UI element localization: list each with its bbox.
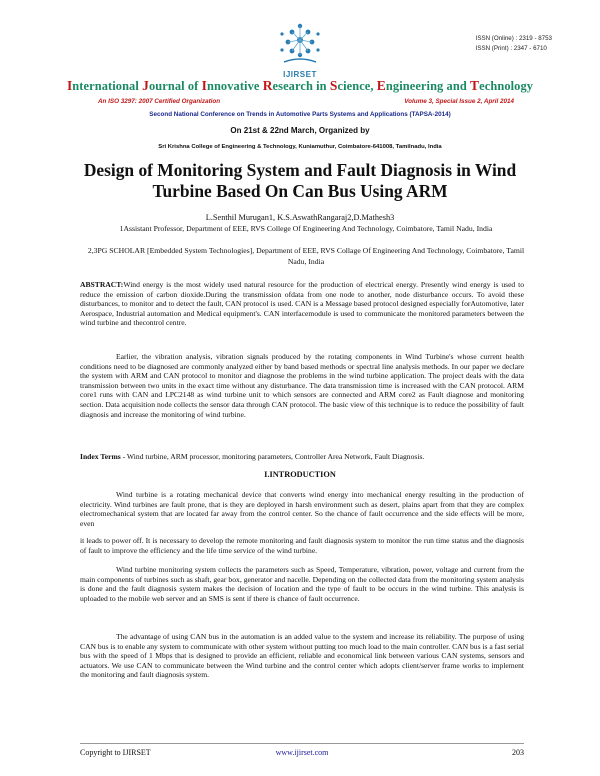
journal-name-initial: I [66, 78, 73, 93]
abstract-label: ABSTRACT: [80, 280, 124, 289]
conference-name: Second National Conference on Trends in Automotive Parts Systems and Applications (TAPSA-2014) [149, 111, 451, 118]
intro-paragraph-1b: it leads to power off. It is necessary to develop the remote monitoring and fault diagnosis system to monitor the run time status and the diagnosis of fault to improve the efficiency and the life time service of the wind turbine. [80, 536, 524, 555]
paper-title: Design of Monitoring System and Fault Diagnosis in Wind Turbine Based On Can Bus Using ARM [83, 160, 517, 201]
page-number: 203 [512, 748, 524, 757]
footer-website-link[interactable]: www.ijirset.com [275, 748, 329, 757]
journal-name-word: cience, [337, 79, 377, 93]
journal-name-initial: R [262, 78, 273, 93]
journal-name-initial: T [470, 78, 480, 93]
journal-name-initial: J [142, 78, 149, 93]
footer-divider [80, 743, 524, 744]
journal-name-word: esearch in [272, 79, 330, 93]
footer-copyright: Copyright to IJIRSET [80, 748, 151, 757]
journal-name [0, 78, 600, 94]
affiliation-1: 1Assistant Professor, Department of EEE, RVS College Of Engineering And Technology, Coimbatore, Tamil Nadu, India [119, 224, 493, 233]
conference-dates: On 21st & 22nd March, Organized by [230, 126, 370, 135]
issn-print: ISSN (Print) : 2347 - 6710 [475, 45, 547, 52]
journal-name-initial: S [329, 78, 338, 93]
abstract-text: Wind energy is the most widely used natural resource for the production of electrical energy. Presently wind energy is used to reduce the emission of carbon dioxide.During the transmission ofdata from one node to another, node disturbance occurs. To avoid these disturbances, to monitor and to detect the fault, CAN protocol is used. CAN is a Message based protocol designed especially forAutomotive, later Aerospace, Industrial automation and Medical equipment's. CAN interfacemodule is used to communicate the monitored parameters between the wind turbine and thecontrol centre. [80, 280, 524, 328]
index-terms [80, 452, 524, 462]
journal-name-initial: I [201, 78, 207, 93]
logo-text: IJIRSET [283, 70, 317, 79]
organizer-college: Sri Krishna College of Engineering & Technology, Kuniamuthur, Coimbatore-641008, Tamilnadu, India [158, 144, 442, 150]
intro-paragraph-2: Wind turbine monitoring system collects the parameters such as Speed, Temperature, vibration, power, voltage and current from the main components of turbines such as shaft, gear box, generator and nacelle. Depending on the collected data from the monitoring system analysis is done and the fault diagnosis system makes the decision of location and the type of fault to be occurs in the wind turbine. This analysis is uploaded to the mobile web server and an SMS is sent if there is chance of fault occurrence. [80, 565, 524, 603]
section-heading-introduction: I.INTRODUCTION [264, 470, 336, 479]
intro-paragraph-3: The advantage of using CAN bus in the automation is an added value to the system and increase its reliability. The purpose of using CAN bus is to enable any system to communicate with other system without putting too much load to the main controller. CAN bus is a fast serial bus with the speed of 1 Mbps that is designed to provide an efficient, reliable and economical link between various CAN systems, sensors and actuators. We use CAN to communicate between the Wind turbine and the control center which adopts client/server frame works to implement the monitoring and fault diagnosis system. [80, 632, 524, 680]
index-terms-label: Index Terms [80, 452, 121, 461]
index-terms-text: - Wind turbine, ARM processor, monitoring parameters, Controller Area Network, Fault Diagnosis. [120, 452, 425, 461]
volume-issue: Volume 3, Special Issue 2, April 2014 [404, 98, 514, 105]
journal-name-word: nternational [72, 79, 143, 93]
journal-name-initial: E [376, 78, 386, 93]
journal-name-word: ournal of [148, 79, 202, 93]
journal-name-word: nnovative [206, 79, 263, 93]
journal-name-word: ngineering and [385, 79, 471, 93]
author-list: L.Senthil Murugan1, K.S.AswathRangaraj2,D.Mathesh3 [205, 213, 395, 222]
affiliation-2: 2,3PG SCHOLAR [Embedded System Technologies], Department of EEE, RVS Collage Of Engineering And Technology, Coimbatore, Tamil Nadu, India [87, 246, 525, 266]
intro-paragraph-1: Wind turbine is a rotating mechanical device that converts wind energy into mechanical energy resulting in the production of electricity. Wind turbines are fault prone, that is they are deployed in harsh environment such as desert, plains apart from that they are complex electromechanical system that are located far away from the control center. So the chance of fault occurrence and the side effects will be more, even [80, 490, 524, 528]
iso-certified: An ISO 3297: 2007 Certified Organization [98, 98, 221, 105]
journal-name-word: echnology [479, 79, 534, 93]
issn-block [476, 34, 552, 54]
abstract [80, 280, 524, 328]
issn-online: ISSN (Online) : 2319 - 8753 [475, 35, 552, 42]
abstract-paragraph-2: Earlier, the vibration analysis, vibration signals produced by the rotating components in Wind Turbine's whose current health conditions need to be diagnosed are commonly analyzed either by band based methods or spectral line analysis methods. In our paper we declare the system with ARM and CAN protocol to monitor and diagnose the problems in the wind turbine application. The project deals with the data transmission between two units in the exact time without any disturbance. The data transmission time is increased with the CAN protocol. ARM core1 runs with CAN and LPC2148 as wind turbine unit to which sensors are connected and ARM core2 as Fault diagnose and monitoring section. Data acquisition node collects the sensor data through CAN protocol. The basic view of this technique is to reduce the possibility of fault diagnosis and increase the monitoring of wind turbine. [80, 352, 524, 419]
